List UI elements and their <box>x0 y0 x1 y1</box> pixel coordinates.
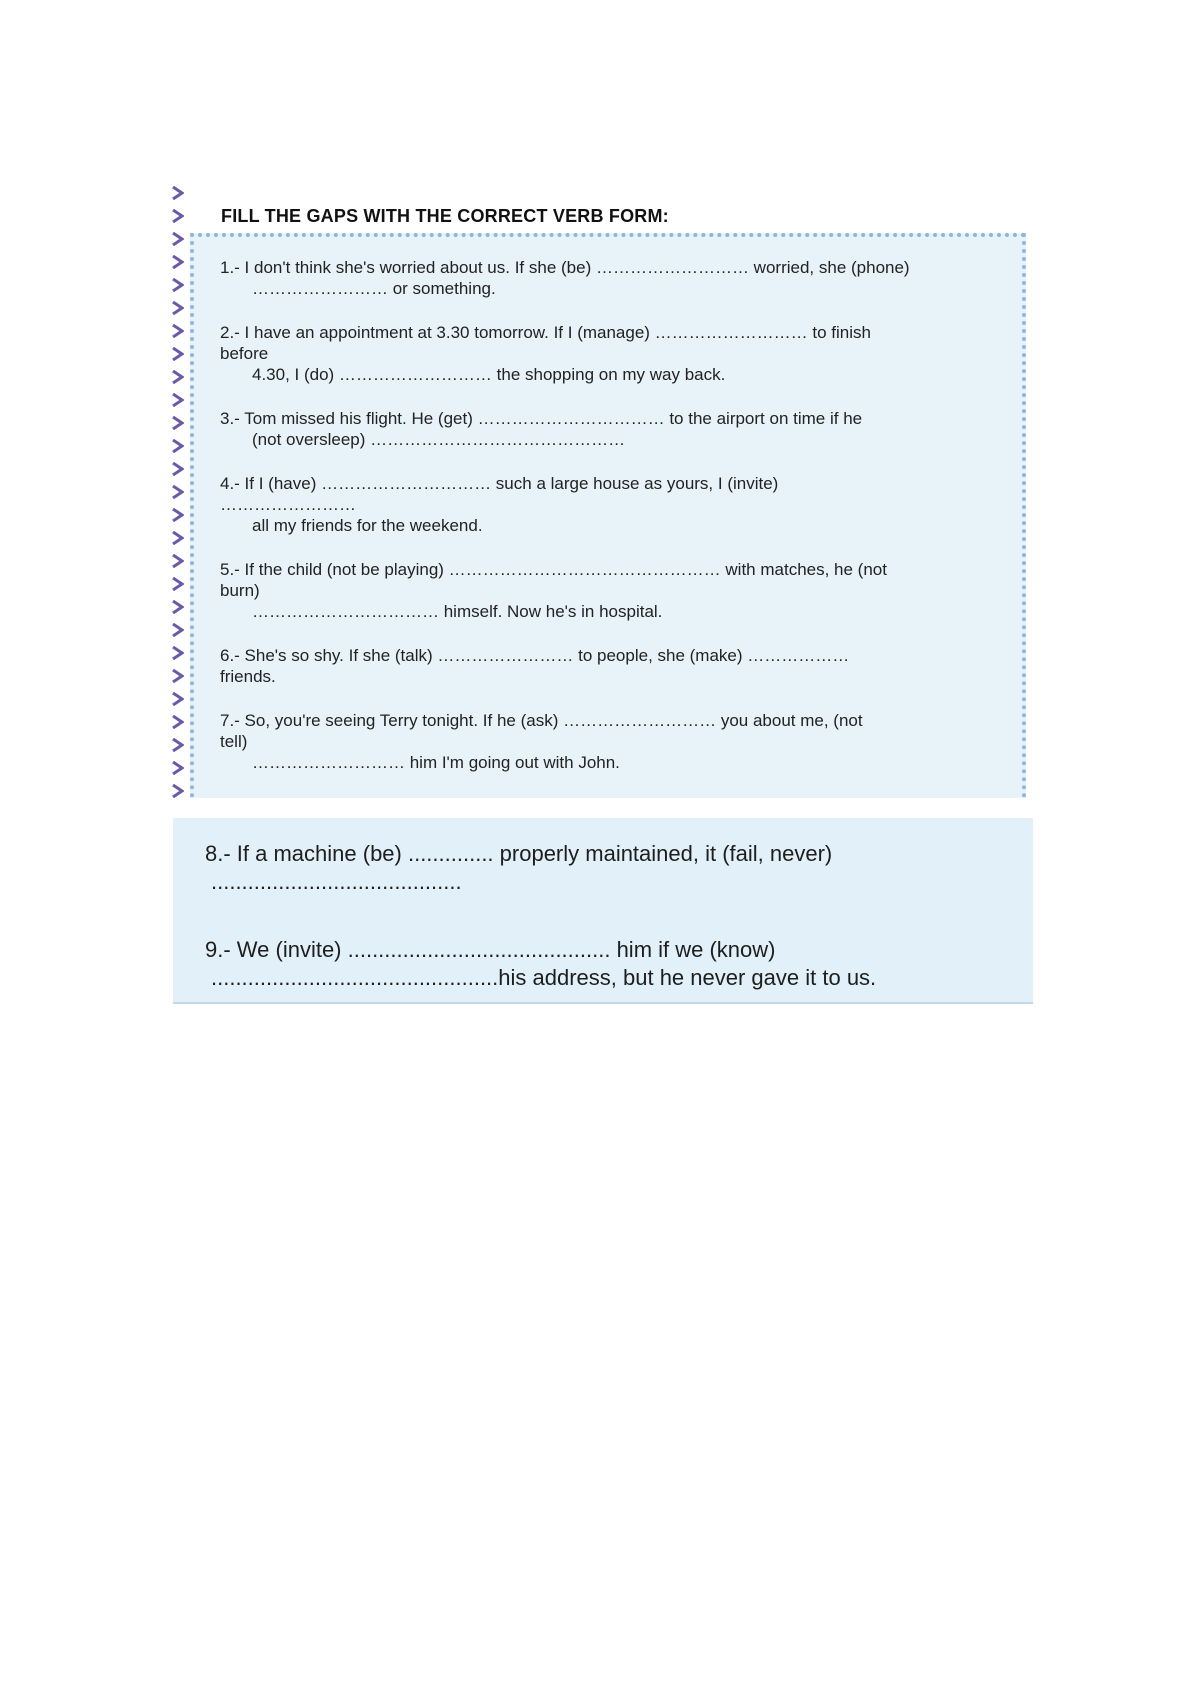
exercise-1 <box>220 257 996 299</box>
chevron-icon <box>172 462 184 476</box>
exercise-line: all my friends for the weekend. <box>252 516 483 535</box>
exercise-line: ......................................... <box>211 869 462 894</box>
exercise-line: ...............................................his address, but he never gave it to us. <box>211 965 877 990</box>
chevron-icon <box>172 439 184 453</box>
exercise-line: friends. <box>220 667 276 686</box>
chevron-icon <box>172 554 184 568</box>
chevron-icon <box>172 232 184 246</box>
exercise-6 <box>220 645 996 687</box>
exercise-2 <box>220 322 996 385</box>
chevron-icon <box>172 738 184 752</box>
chevron-icon <box>172 531 184 545</box>
chevron-icon <box>172 669 184 683</box>
exercise-box-extra <box>173 818 1033 1004</box>
chevron-icon <box>172 393 184 407</box>
exercise-3 <box>220 408 996 450</box>
exercise-line: 8.- If a machine (be) .............. properly maintained, it (fail, never) <box>205 841 833 866</box>
exercise-7 <box>220 710 996 773</box>
chevron-icon <box>172 370 184 384</box>
chevron-icon <box>172 347 184 361</box>
exercise-line: 9.- We (invite) ........................................... him if we (know) <box>205 937 776 962</box>
chevron-icon <box>172 485 184 499</box>
chevron-icon <box>172 784 184 798</box>
chevron-icon <box>172 715 184 729</box>
exercise-line: …………………… <box>220 495 356 514</box>
exercise-4 <box>220 473 996 536</box>
exercise-box-main <box>190 233 1026 798</box>
exercise-line: burn) <box>220 581 260 600</box>
chevron-icon <box>172 186 184 200</box>
exercise-line: 5.- If the child (not be playing) ………………………………………… with matches, he (not <box>220 560 887 579</box>
chevron-icon <box>172 324 184 338</box>
exercise-9 <box>205 936 1001 992</box>
chevron-icon <box>172 278 184 292</box>
exercise-line: tell) <box>220 732 248 751</box>
exercise-line: 4.30, I (do) ……………………… the shopping on my way back. <box>252 365 726 384</box>
chevron-icon <box>172 761 184 775</box>
exercise-line: 3.- Tom missed his flight. He (get) …………………………… to the airport on time if he <box>220 409 863 428</box>
exercise-line: …………………… or something. <box>252 279 496 298</box>
exercise-5 <box>220 559 996 622</box>
exercise-line: 1.- I don't think she's worried about us. If she (be) ……………………… worried, she (phone) <box>220 258 910 277</box>
exercise-line: ……………………… him I'm going out with John. <box>252 753 620 772</box>
exercise-line: (not oversleep) ……………………………………… <box>252 430 626 449</box>
exercise-line: 6.- She's so shy. If she (talk) …………………… to people, she (make) ……………… <box>220 646 850 665</box>
exercise-line: before <box>220 344 269 363</box>
chevron-icon <box>172 255 184 269</box>
chevron-icon <box>172 301 184 315</box>
chevron-icon <box>172 600 184 614</box>
exercise-line: 7.- So, you're seeing Terry tonight. If he (ask) ……………………… you about me, (not <box>220 711 863 730</box>
worksheet-title: FILL THE GAPS WITH THE CORRECT VERB FORM: <box>221 206 669 226</box>
exercise-line: …………………………… himself. Now he's in hospital. <box>252 602 663 621</box>
chevron-icon <box>172 577 184 591</box>
chevron-icon <box>172 623 184 637</box>
chevron-border <box>172 186 188 798</box>
chevron-icon <box>172 209 184 223</box>
chevron-icon <box>172 692 184 706</box>
chevron-icon <box>172 416 184 430</box>
exercise-line: 4.- If I (have) ………………………… such a large house as yours, I (invite) <box>220 474 779 493</box>
chevron-icon <box>172 508 184 522</box>
exercise-8 <box>205 840 1001 896</box>
exercise-line: 2.- I have an appointment at 3.30 tomorrow. If I (manage) ……………………… to finish <box>220 323 871 342</box>
chevron-icon <box>172 646 184 660</box>
